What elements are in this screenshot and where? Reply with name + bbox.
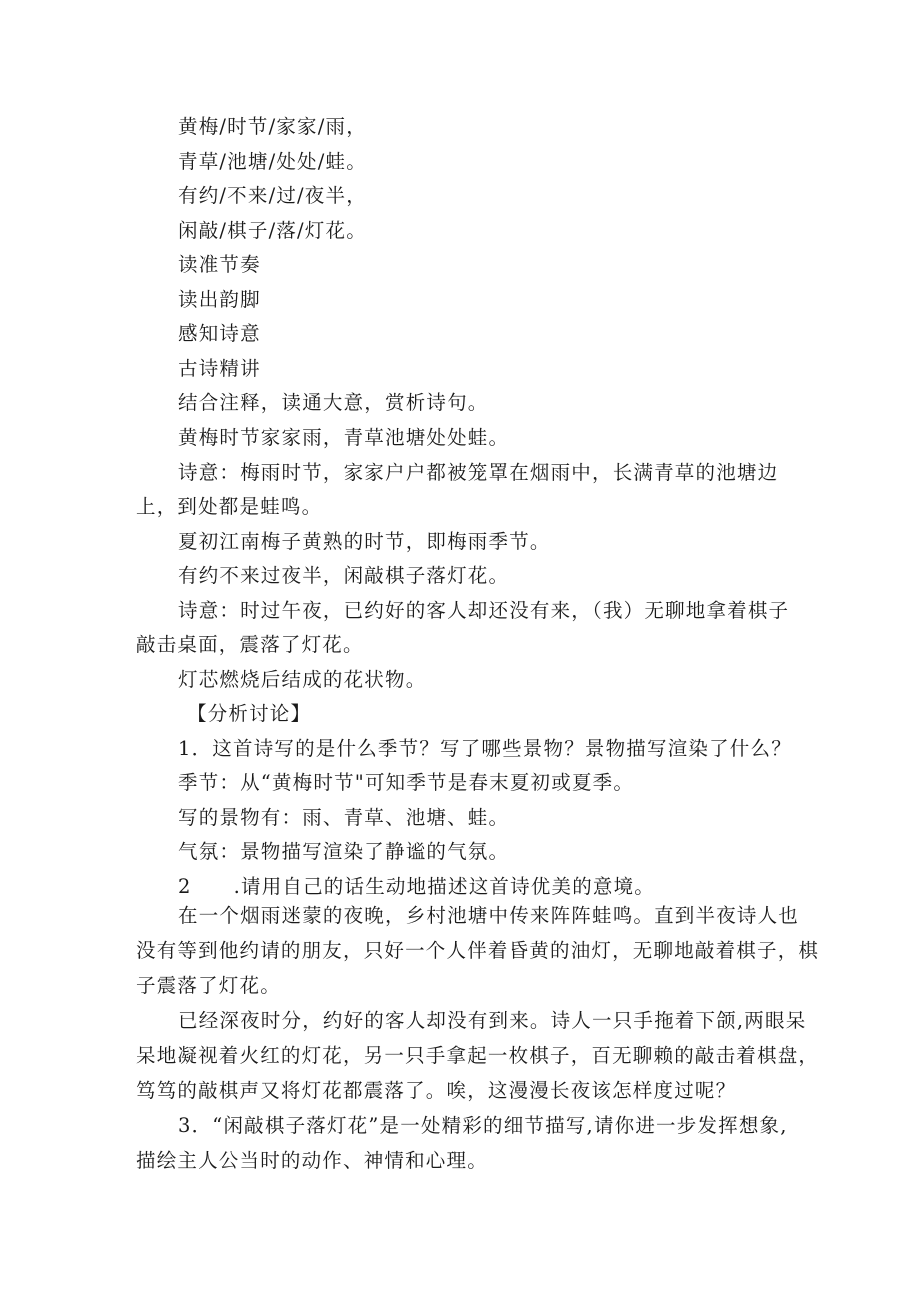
- question-2-number: 2: [178, 875, 192, 898]
- verse2-line: 有约不来过夜半，闲敲棋子落灯花。: [178, 564, 510, 587]
- answer-1-mood: 气氛：景物描写渲染了静谧的气氛。: [178, 840, 510, 863]
- verse2-meaning-line-2: 敲击桌面，震落了灯花。: [136, 633, 364, 656]
- answer-2-p2-line-1: 已经深夜时分，约好的客人却没有到来。诗人一只手拖着下颌,两眼呆: [178, 1009, 807, 1032]
- answer-2-paragraph-1: [0, 898, 819, 1003]
- answer-1-season: 季节：从“黄梅时节"可知季节是春末夏初或夏季。: [178, 771, 635, 794]
- instruction-text: 结合注释，读通大意，赏析诗句。: [178, 391, 489, 414]
- verse1-meaning-line-2: 上，到处都是蛙鸣。: [136, 495, 323, 518]
- poem-line-1: 黄梅/时节/家家/雨，: [178, 115, 367, 138]
- step-read-rhythm: 读准节奏: [178, 253, 261, 276]
- verse1-note: 夏初江南梅子黄熟的时节，即梅雨季节。: [178, 530, 551, 553]
- answer-2-p1-line-2: 没有等到他约请的朋友，只好一个人伴着昏黄的油灯，无聊地敲着棋子，棋: [136, 939, 820, 962]
- answer-2-p1-line-3: 子震落了灯花。: [136, 974, 281, 997]
- question-2-text: .请用自己的话生动地描述这首诗优美的意境。: [233, 875, 656, 898]
- poem-line-4: 闲敲/棋子/落/灯花。: [178, 219, 367, 242]
- verse1-line: 黄梅时节家家雨，青草池塘处处蛙。: [178, 426, 510, 449]
- question-2: [178, 875, 655, 899]
- discussion-heading: 【分析讨论】: [187, 702, 312, 725]
- answer-2-paragraph-2: [0, 1003, 819, 1108]
- poem-line-2: 青草/池塘/处处/蛙。: [178, 150, 367, 173]
- verse2-note: 灯芯燃烧后结成的花状物。: [178, 668, 427, 691]
- question-3: [0, 1108, 788, 1178]
- question-3-line-1: 3．“闲敲棋子落灯花”是一处精彩的细节描写,请你进一步发挥想象,: [178, 1114, 788, 1137]
- answer-2-p2-line-3: 笃笃的敲棋声又将灯花都震落了。唉，这漫漫长夜该怎样度过呢？: [136, 1079, 737, 1102]
- question-1: 1．这首诗写的是什么季节？写了哪些景物？景物描写渲染了什么？: [178, 737, 792, 760]
- answer-2-p2-line-2: 呆地凝视着火红的灯花，另一只手拿起一枚棋子，百无聊赖的敲击着棋盘，: [136, 1044, 820, 1067]
- step-perceive-meaning: 感知诗意: [178, 322, 261, 345]
- verse1-meaning-line-1: 诗意：梅雨时节，家家户户都被笼罩在烟雨中，长满青草的池塘边: [178, 461, 779, 484]
- answer-1-scenery: 写的景物有：雨、青草、池塘、蛙。: [178, 806, 510, 829]
- verse2-meaning-line-1: 诗意：时过午夜，已约好的客人却还没有来，（我）无聊地拿着棋子: [178, 599, 790, 622]
- step-poem-lecture: 古诗精讲: [178, 357, 261, 380]
- poem-line-3: 有约/不来/过/夜半，: [178, 184, 367, 207]
- step-read-rhyme: 读出韵脚: [178, 288, 261, 311]
- question-3-line-2: 描绘主人公当时的动作、神情和心理。: [136, 1149, 488, 1172]
- answer-2-p1-line-1: 在一个烟雨迷蒙的夜晚，乡村池塘中传来阵阵蛙鸣。直到半夜诗人也: [178, 904, 800, 927]
